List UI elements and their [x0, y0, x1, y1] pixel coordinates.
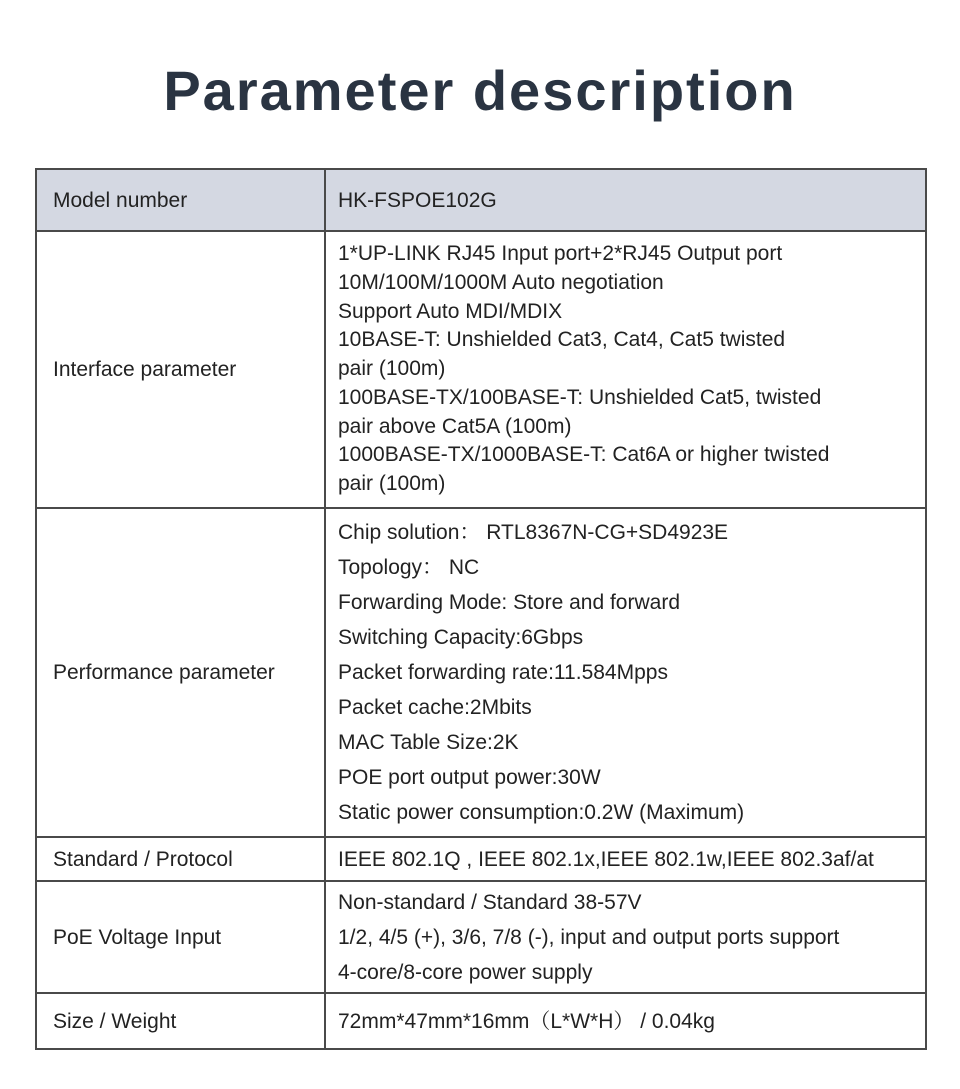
row-value-interface-parameter [325, 231, 926, 508]
value-line: POE port output power:30W [338, 766, 601, 789]
value-line: Static power consumption:0.2W (Maximum) [338, 801, 745, 824]
table-row [36, 837, 926, 881]
value-line: 10BASE-T: Unshielded Cat3, Cat4, Cat5 twisted [338, 328, 786, 352]
page-title: Parameter description [163, 59, 797, 122]
row-label-interface-parameter: Interface parameter [36, 231, 325, 508]
value-line: Switching Capacity:6Gbps [338, 626, 584, 649]
value-line: Topology： NC [338, 556, 480, 579]
row-label-model-number: Model number [36, 169, 325, 231]
value-line: MAC Table Size:2K [338, 731, 519, 754]
value-line: Non-standard / Standard 38-57V [338, 890, 642, 914]
table-row [36, 231, 926, 508]
value-line: Packet cache:2Mbits [338, 696, 532, 719]
value-line: pair above Cat5A (100m) [338, 414, 572, 438]
row-value-performance-parameter [325, 508, 926, 837]
value-line: 72mm*47mm*16mm（L*W*H） / 0.04kg [338, 1009, 715, 1033]
row-label-poe-voltage-input: PoE Voltage Input [36, 881, 325, 993]
value-line: 10M/100M/1000M Auto negotiation [338, 270, 664, 294]
value-line: 1*UP-LINK RJ45 Input port+2*RJ45 Output port [338, 241, 783, 265]
row-value-size-weight [325, 993, 926, 1049]
value-line: 4-core/8-core power supply [338, 960, 593, 984]
table-row [36, 508, 926, 837]
value-line: pair (100m) [338, 472, 446, 496]
value-line: Forwarding Mode: Store and forward [338, 591, 680, 614]
value-line: 1/2, 4/5 (+), 3/6, 7/8 (-), input and output ports support [338, 925, 840, 949]
row-value-poe-voltage-input [325, 881, 926, 993]
parameter-table [35, 168, 927, 1050]
table-row [36, 993, 926, 1049]
row-label-size-weight: Size / Weight [36, 993, 325, 1049]
value-line: 100BASE-TX/100BASE-T: Unshielded Cat5, twisted [338, 385, 822, 409]
value-line: Packet forwarding rate:11.584Mpps [338, 661, 668, 684]
value-line: pair (100m) [338, 357, 446, 381]
value-line: HK-FSPOE102G [338, 188, 497, 212]
value-line: 1000BASE-TX/1000BASE-T: Cat6A or higher twisted [338, 443, 830, 467]
row-value-model-number [325, 169, 926, 231]
value-line: Chip solution： RTL8367N-CG+SD4923E [338, 521, 729, 544]
row-value-standard-protocol [325, 837, 926, 881]
row-label-standard-protocol: Standard / Protocol [36, 837, 325, 881]
table-row [36, 169, 926, 231]
row-label-performance-parameter: Performance parameter [36, 508, 325, 837]
value-line: Support Auto MDI/MDIX [338, 299, 563, 323]
value-line: IEEE 802.1Q , IEEE 802.1x,IEEE 802.1w,IEEE 802.3af/at [338, 847, 874, 871]
table-row [36, 881, 926, 993]
